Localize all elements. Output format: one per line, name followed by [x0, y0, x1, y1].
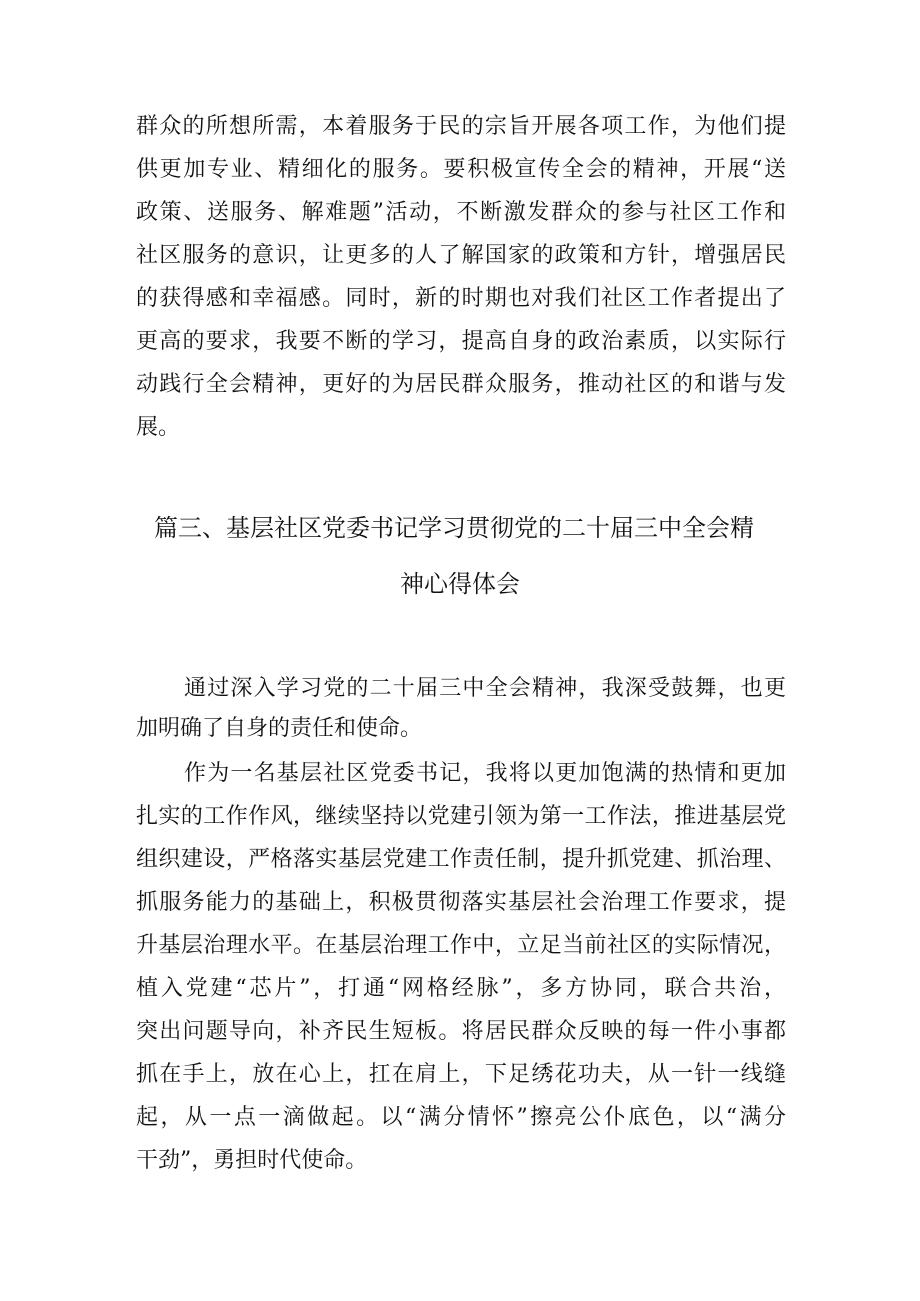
body-line: 起，从一点一滴做起。以“满分情怀”擦亮公仆底色，以“满分 [136, 1105, 786, 1130]
body-line: 政策、送服务、解难题”活动，不断激发群众的参与社区工作和 [136, 200, 786, 225]
body-line: 突出问题导向，补齐民生短板。将居民群众反映的每一件小事都 [136, 1019, 786, 1044]
body-line: 抓服务能力的基础上，积极贯彻落实基层社会治理工作要求，提 [136, 890, 786, 915]
section-heading-line-2: 神心得体会 [400, 570, 520, 598]
body-line: 植入党建“芯片”，打通“网格经脉”，多方协同，联合共治， [136, 976, 786, 1001]
body-line: 升基层治理水平。在基层治理工作中，立足当前社区的实际情况， [136, 933, 786, 958]
body-line: 抓在手上，放在心上，扛在肩上，下足绣花功夫，从一针一线缝 [136, 1062, 786, 1087]
body-line: 社区服务的意识，让更多的人了解国家的政策和方针，增强居民 [136, 243, 786, 268]
body-line: 扎实的工作作风，继续坚持以党建引领为第一工作法，推进基层党 [136, 804, 786, 829]
body-line: 展。 [136, 415, 181, 440]
body-line: 作为一名基层社区党委书记，我将以更加饱满的热情和更加 [184, 761, 786, 786]
body-line: 动践行全会精神，更好的为居民群众服务，推动社区的和谐与发 [136, 372, 786, 397]
section-heading-line-1: 篇三、基层社区党委书记学习贯彻党的二十届三中全会精 [154, 514, 754, 542]
body-line: 通过深入学习党的二十届三中全会精神，我深受鼓舞，也更 [184, 676, 786, 701]
body-line: 供更加专业、精细化的服务。要积极宣传全会的精神，开展“送 [136, 157, 786, 182]
body-line: 干劲”，勇担时代使命。 [136, 1148, 368, 1173]
body-line: 加明确了自身的责任和使命。 [136, 716, 423, 741]
body-line: 组织建设，严格落实基层党建工作责任制，提升抓党建、抓治理、 [136, 847, 786, 872]
body-line: 更高的要求，我要不断的学习，提高自身的政治素质，以实际行 [136, 329, 786, 354]
body-line: 的获得感和幸福感。同时，新的时期也对我们社区工作者提出了 [136, 286, 786, 311]
body-line: 群众的所想所需，本着服务于民的宗旨开展各项工作，为他们提 [136, 114, 786, 139]
